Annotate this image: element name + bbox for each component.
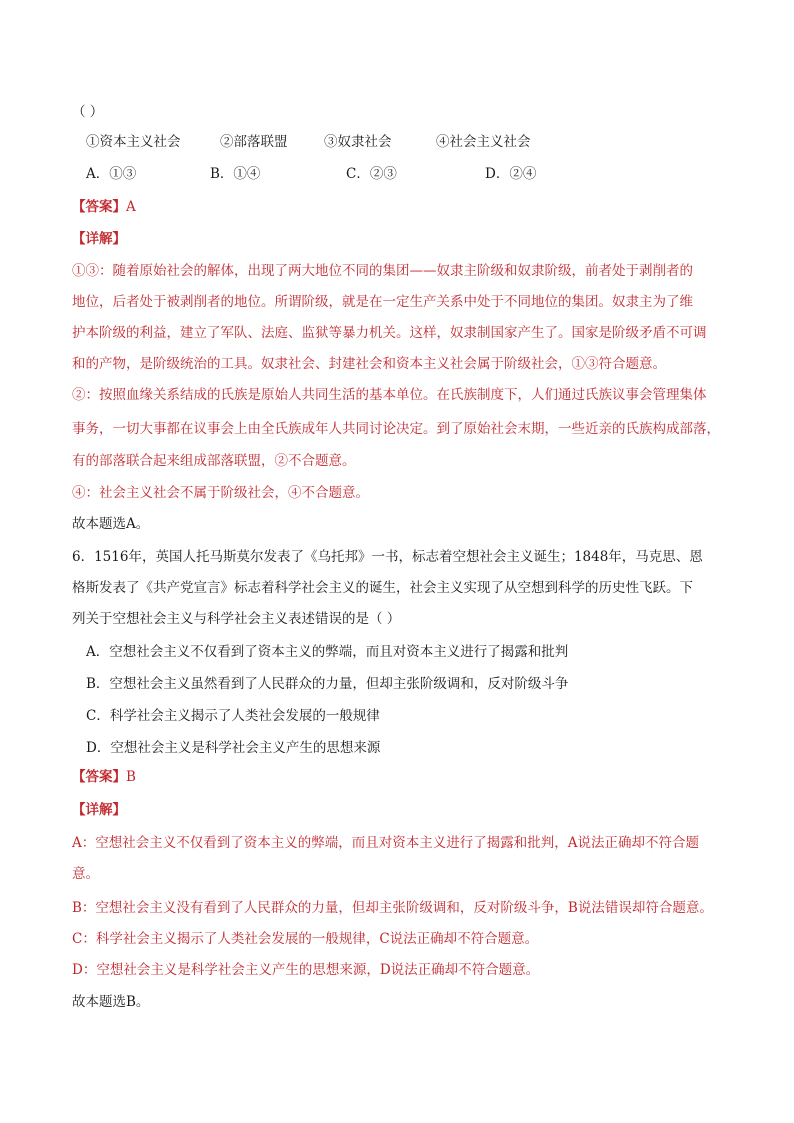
q6-conclusion: 故本题选B。 [72,994,150,1010]
q5-explanation-line: ①③：随着原始社会的解体，出现了两大地位不同的集团——奴隶主阶级和奴隶阶级，前者处于剥削者的 [72,263,693,279]
q6-explanation-line: 意。 [72,866,99,882]
q5-explanation-line: 事务，一切大事都在议事会上由全氏族成年人共同讨论决定。到了原始社会末期，一些近亲的氏族构成部落， [72,421,720,437]
q5-choice-b: B．①④ [210,166,261,182]
q5-paren: （ ） [72,104,104,120]
q5-choice-a: A．①③ [86,166,137,182]
q6-explanation-line: B：空想社会主义没有看到了人民群众的力量，但却主张阶级调和，反对阶级斗争，B说法错误却符合题意。 [72,900,713,916]
answer-tag: 【答案】 [72,769,126,785]
q5-explanation-line: 护本阶级的利益，建立了军队、法庭、监狱等暴力机关。这样，奴隶制国家产生了。国家是阶级矛盾不可调 [72,325,707,341]
q6-choice-d: D．空想社会主义是科学社会主义产生的思想来源 [86,740,381,756]
q6-explanation-line: C：科学社会主义揭示了人类社会发展的一般规律，C说法正确却不符合题意。 [72,931,539,947]
q6-stem-line: 列关于空想社会主义与科学社会主义表述错误的是（ ） [72,611,401,627]
q5-explanation-line: ②：按照血缘关系结成的氏族是原始人共同生活的基本单位。在氏族制度下，人们通过氏族议事会管理集体 [72,387,707,403]
q5-choice-d: D．②④ [485,166,537,182]
q5-explanation-line: 和的产物，是阶级统治的工具。奴隶社会、封建社会和资本主义社会属于阶级社会，①③符合题意。 [72,356,666,372]
q5-conclusion: 故本题选A。 [72,516,150,532]
q5-option-3: ③奴隶社会 [324,134,392,150]
q5-detail-tag: 【详解】 [72,231,126,247]
q5-explanation-line: ④：社会主义社会不属于阶级社会，④不合题意。 [72,485,369,501]
q6-stem-line: 6．1516年，英国人托马斯莫尔发表了《乌托邦》一书，标志着空想社会主义诞生；1848年，马克思、恩 [72,549,703,565]
q5-choice-c: C．②③ [346,166,397,182]
q6-detail-tag: 【详解】 [72,802,126,818]
q6-answer [72,767,136,787]
q6-explanation-line: D：空想社会主义是科学社会主义产生的思想来源，D说法正确却不符合题意。 [72,962,540,978]
q5-option-1: ①资本主义社会 [86,134,181,150]
q6-choice-c: C．科学社会主义揭示了人类社会发展的一般规律 [86,708,380,724]
answer-tag: 【答案】 [72,199,126,215]
q5-answer [72,197,136,217]
q5-explanation-line: 地位，后者处于被剥削者的地位。所谓阶级，就是在一定生产关系中处于不同地位的集团。奴隶主为了维 [72,294,693,310]
q5-option-4: ④社会主义社会 [436,134,531,150]
q6-stem-line: 格斯发表了《共产党宣言》标志着科学社会主义的诞生，社会主义实现了从空想到科学的历史性飞跃。下 [72,580,693,596]
answer-value: B [126,769,136,785]
q6-explanation-line: A：空想社会主义不仅看到了资本主义的弊端，而且对资本主义进行了揭露和批判，A说法正确却不符合题 [72,835,699,851]
q6-choice-a: A．空想社会主义不仅看到了资本主义的弊端，而且对资本主义进行了揭露和批判 [86,644,569,660]
answer-value: A [126,199,136,215]
q6-choice-b: B．空想社会主义虽然看到了人民群众的力量，但却主张阶级调和，反对阶级斗争 [86,676,569,692]
q5-explanation-line: 有的部落联合起来组成部落联盟，②不合题意。 [72,453,356,469]
q5-option-2: ②部落联盟 [220,134,288,150]
